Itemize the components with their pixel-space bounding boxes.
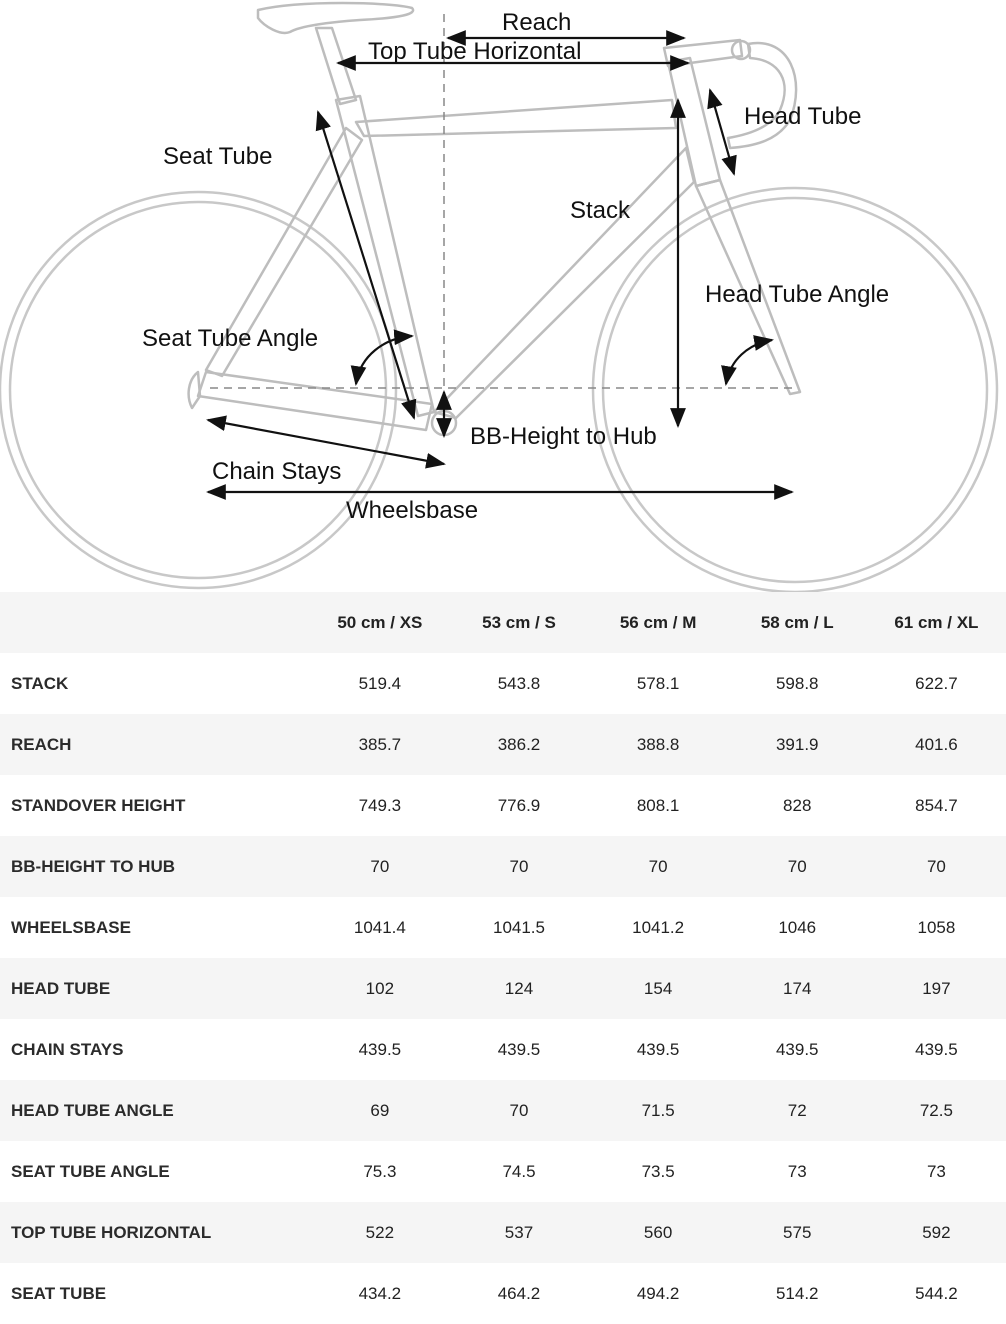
- row-label: WHEELSBASE: [0, 897, 310, 958]
- table-cell: 154: [589, 958, 728, 1019]
- table-cell: 391.9: [728, 714, 867, 775]
- label-wheelsbase: Wheelsbase: [346, 497, 479, 524]
- table-cell: 72: [728, 1080, 867, 1141]
- size-header: 50 cm / XS: [310, 592, 449, 653]
- table-row: [0, 1263, 1006, 1324]
- size-header: 58 cm / L: [728, 592, 867, 653]
- table-cell: 1041.4: [310, 897, 449, 958]
- table-cell: 71.5: [589, 1080, 728, 1141]
- table-cell: 74.5: [449, 1141, 588, 1202]
- table-cell: 70: [867, 836, 1006, 897]
- row-label: SEAT TUBE: [0, 1263, 310, 1324]
- table-cell: 73.5: [589, 1141, 728, 1202]
- table-cell: 386.2: [449, 714, 588, 775]
- row-label: STANDOVER HEIGHT: [0, 775, 310, 836]
- table-header-row: [0, 592, 1006, 653]
- size-header: 56 cm / M: [589, 592, 728, 653]
- table-cell: 124: [449, 958, 588, 1019]
- table-cell: 70: [449, 1080, 588, 1141]
- header-empty: [0, 592, 310, 653]
- head-tube-angle-arrow: [726, 340, 772, 384]
- table-row: [0, 1141, 1006, 1202]
- table-cell: 102: [310, 958, 449, 1019]
- table-cell: 439.5: [310, 1019, 449, 1080]
- table-cell: 622.7: [867, 653, 1006, 714]
- label-stack: Stack: [570, 197, 631, 224]
- table-cell: 75.3: [310, 1141, 449, 1202]
- table-cell: 522: [310, 1202, 449, 1263]
- top-tube-shape: [356, 100, 676, 136]
- row-label: STACK: [0, 653, 310, 714]
- table-cell: 749.3: [310, 775, 449, 836]
- row-label: SEAT TUBE ANGLE: [0, 1141, 310, 1202]
- table-cell: 543.8: [449, 653, 588, 714]
- row-label: REACH: [0, 714, 310, 775]
- table-cell: 197: [867, 958, 1006, 1019]
- table-cell: 1041.2: [589, 897, 728, 958]
- table-cell: 401.6: [867, 714, 1006, 775]
- table-cell: 592: [867, 1202, 1006, 1263]
- table-cell: 578.1: [589, 653, 728, 714]
- table-body: [0, 653, 1006, 1324]
- label-top-tube-horizontal: Top Tube Horizontal: [368, 38, 582, 65]
- table-cell: 69: [310, 1080, 449, 1141]
- table-cell: 70: [589, 836, 728, 897]
- table-row: [0, 714, 1006, 775]
- row-label: TOP TUBE HORIZONTAL: [0, 1202, 310, 1263]
- table-cell: 439.5: [728, 1019, 867, 1080]
- size-header: 53 cm / S: [449, 592, 588, 653]
- table-cell: 828: [728, 775, 867, 836]
- label-head-tube: Head Tube: [744, 103, 862, 130]
- bike-geometry-diagram: [0, 0, 1006, 592]
- diagram-labels: [142, 9, 889, 524]
- table-cell: 598.8: [728, 653, 867, 714]
- table-row: [0, 836, 1006, 897]
- rear-dropout: [189, 372, 200, 408]
- table-cell: 174: [728, 958, 867, 1019]
- row-label: HEAD TUBE: [0, 958, 310, 1019]
- table-cell: 1058: [867, 897, 1006, 958]
- table-cell: 434.2: [310, 1263, 449, 1324]
- table-cell: 70: [728, 836, 867, 897]
- row-label: BB-HEIGHT TO HUB: [0, 836, 310, 897]
- label-reach: Reach: [502, 9, 572, 36]
- row-label: CHAIN STAYS: [0, 1019, 310, 1080]
- table-cell: 776.9: [449, 775, 588, 836]
- seatpost: [316, 28, 356, 104]
- table-cell: 439.5: [589, 1019, 728, 1080]
- table-row: [0, 1202, 1006, 1263]
- label-seat-tube-angle: Seat Tube Angle: [142, 325, 319, 352]
- saddle: [258, 3, 413, 33]
- label-chain-stays: Chain Stays: [212, 458, 342, 485]
- table-cell: 494.2: [589, 1263, 728, 1324]
- table-cell: 575: [728, 1202, 867, 1263]
- table-cell: 385.7: [310, 714, 449, 775]
- table-cell: 73: [728, 1141, 867, 1202]
- table-cell: 808.1: [589, 775, 728, 836]
- table-row: [0, 653, 1006, 714]
- table-cell: 560: [589, 1202, 728, 1263]
- table-cell: 388.8: [589, 714, 728, 775]
- table-cell: 544.2: [867, 1263, 1006, 1324]
- table-row: [0, 775, 1006, 836]
- table-row: [0, 897, 1006, 958]
- head-tube-arrow: [710, 90, 734, 174]
- table-row: [0, 1080, 1006, 1141]
- table-cell: 537: [449, 1202, 588, 1263]
- table-cell: 464.2: [449, 1263, 588, 1324]
- table-cell: 439.5: [449, 1019, 588, 1080]
- label-seat-tube: Seat Tube: [163, 143, 273, 170]
- row-label: HEAD TUBE ANGLE: [0, 1080, 310, 1141]
- table-cell: 70: [310, 836, 449, 897]
- label-head-tube-angle: Head Tube Angle: [705, 281, 890, 308]
- table-row: [0, 1019, 1006, 1080]
- table-cell: 1046: [728, 897, 867, 958]
- table-cell: 519.4: [310, 653, 449, 714]
- table-cell: 514.2: [728, 1263, 867, 1324]
- table-cell: 70: [449, 836, 588, 897]
- table-row: [0, 958, 1006, 1019]
- label-bb-height-to-hub: BB-Height to Hub: [470, 423, 657, 450]
- down-tube-shape: [434, 148, 694, 418]
- table-cell: 72.5: [867, 1080, 1006, 1141]
- table-cell: 854.7: [867, 775, 1006, 836]
- front-wheel: [593, 188, 997, 592]
- geometry-table: [0, 592, 1006, 1324]
- table-cell: 439.5: [867, 1019, 1006, 1080]
- table-cell: 1041.5: [449, 897, 588, 958]
- size-header: 61 cm / XL: [867, 592, 1006, 653]
- table-cell: 73: [867, 1141, 1006, 1202]
